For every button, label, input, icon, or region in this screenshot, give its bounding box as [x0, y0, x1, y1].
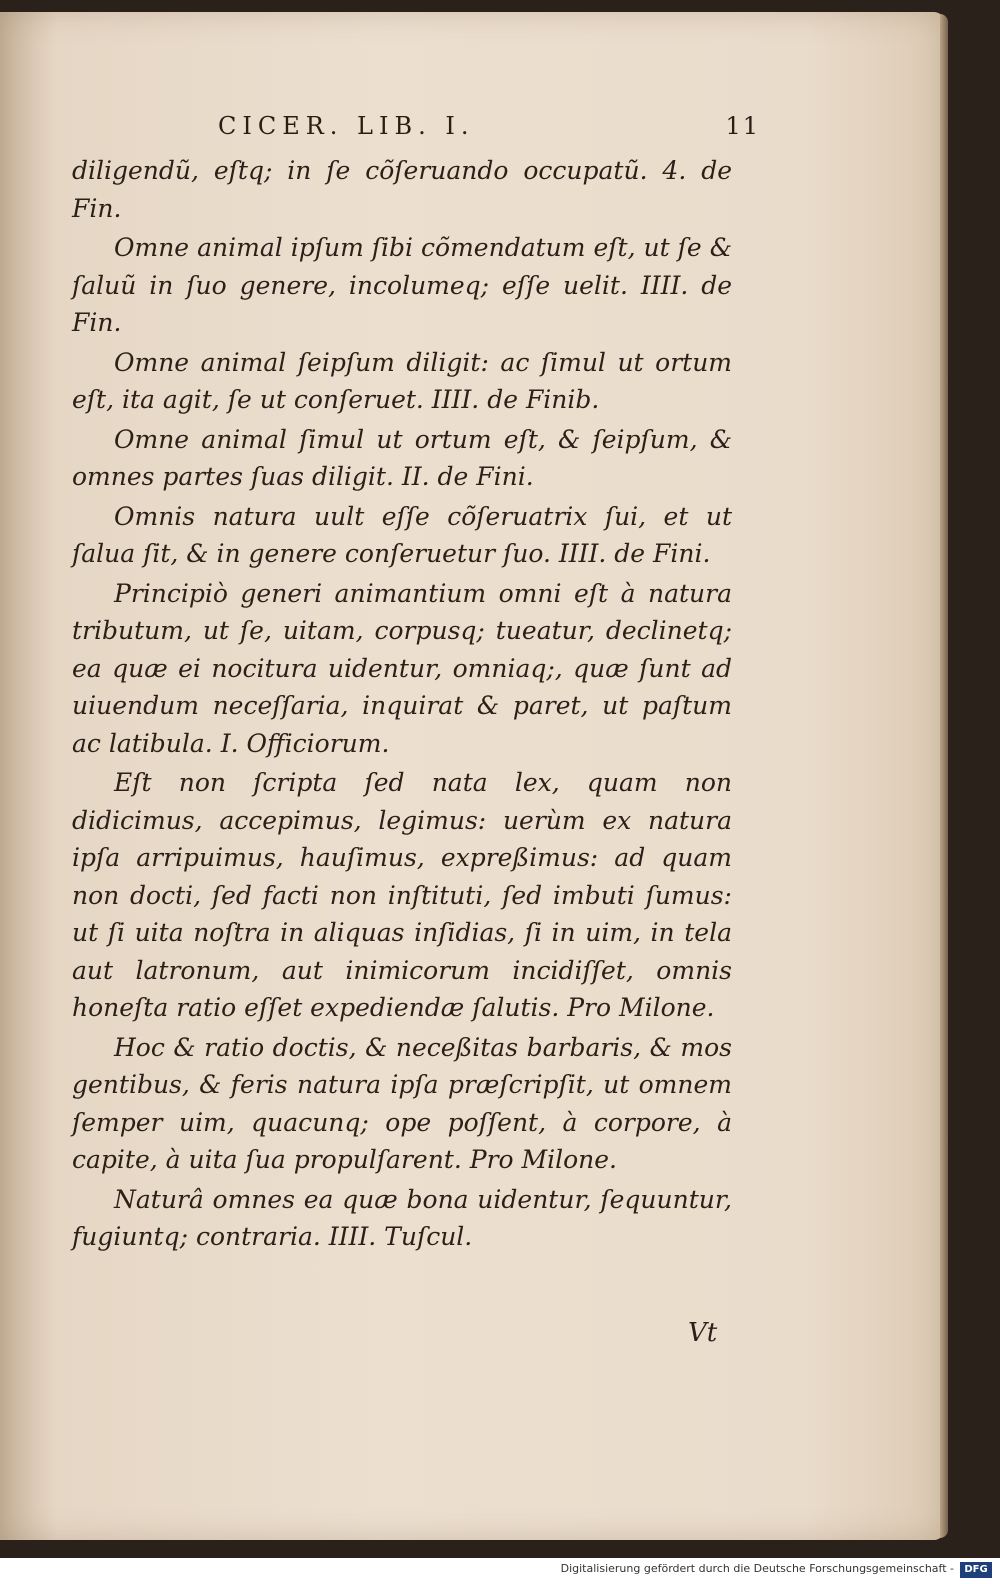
paragraph: Omne animal ſeipſum diligit: ac ſimul ut ortum eſt, ita agit, ſe ut conſeruet. IIII. de Finib.	[72, 347, 732, 414]
folio-number: 11	[725, 112, 760, 140]
paragraph: Naturâ omnes ea quæ bona uidentur, ſequuntur, fugiuntq; contraria. IIII. Tuſcul.	[72, 1184, 732, 1251]
catchword: Vt	[688, 1318, 718, 1348]
paragraph-continuation: diligendũ, eſtq; in ſe cõſeruando occupatũ. 4. de Fin.	[72, 156, 732, 223]
paragraph: Omne animal ſimul ut ortum eſt, & ſeipſum, & omnes partes ſuas diligit. II. de Fini.	[72, 424, 732, 491]
running-head-title: CICER. LIB. I.	[218, 112, 475, 140]
body-text	[72, 152, 732, 1258]
digitization-footer	[0, 1558, 1000, 1584]
page-edge	[940, 14, 948, 1538]
paragraph: Principiò generi animantium omni eſt à natura tributum, ut ſe, uitam, corpusq; tueatur, declinetq; ea quæ ei nocitura uidentur, omniaq;, quæ ſunt ad uiuendum neceſſaria, inquirat & paret, ut paſtum ac latibula. I. Officiorum.	[72, 578, 732, 758]
paragraph: Hoc & ratio doctis, & neceßitas barbaris, & mos gentibus, & feris natura ipſa præſcripſit, ut omnem ſemper uim, quacunq; ope poſſent, à corpore, à capite, à uita ſua propulſarent. Pro Milone.	[72, 1032, 732, 1174]
dfg-logo: DFG	[960, 1562, 992, 1578]
footer-credit: Digitalisierung gefördert durch die Deutsche Forschungsgemeinschaft -	[560, 1562, 954, 1575]
running-head	[200, 112, 760, 152]
paragraph: Eſt non ſcripta ſed nata lex, quam non didicimus, accepimus, legimus: uerùm ex natura ipſa arripuimus, hauſimus, expreßimus: ad quam non docti, ſed facti non inſtituti, ſed imbuti ſumus: ut ſi uita noſtra in aliquas inſidias, ſi in uim, in tela aut latronum, aut inimicorum incidiſſet, omnis honeſta ratio eſſet expediendæ ſalutis. Pro Milone.	[72, 768, 732, 1022]
paragraph: Omnis natura uult eſſe cõſeruatrix ſui, et ut ſalua ſit, & in genere conſeruetur ſuo. IIII. de Fini.	[72, 501, 732, 568]
paragraph: Omne animal ipſum ſibi cõmendatum eſt, ut ſe & ſaluũ in ſuo genere, incolumeq; eſſe uelit. IIII. de Fin.	[72, 233, 732, 337]
